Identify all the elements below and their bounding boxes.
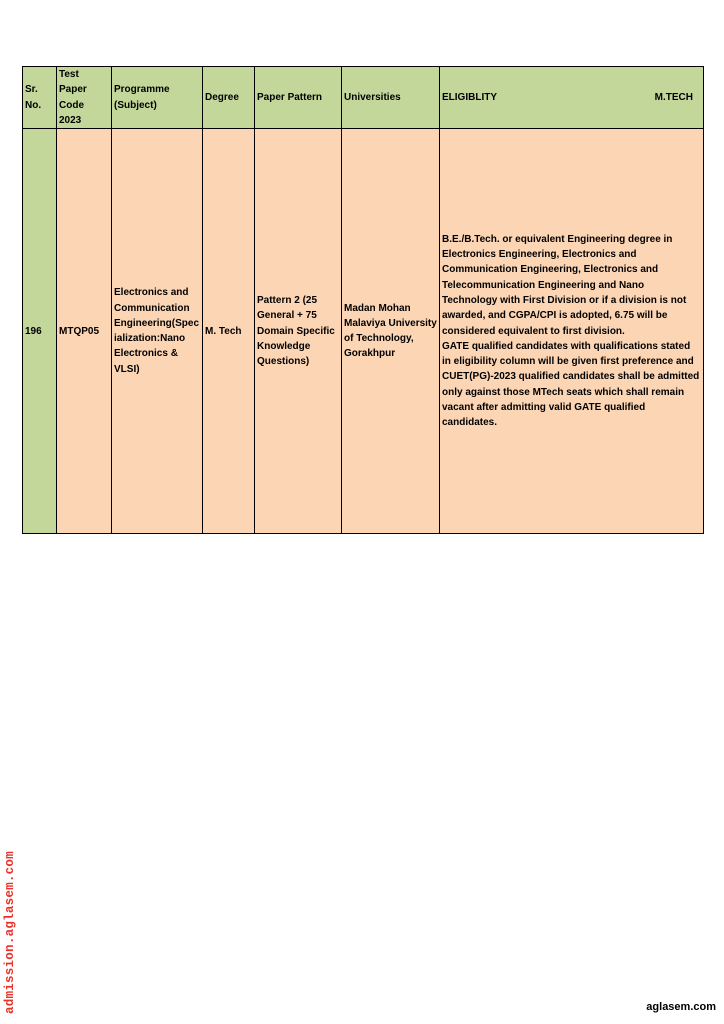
table-row	[23, 129, 704, 534]
header-programme: Programme (Subject)	[112, 67, 203, 129]
footer-brand: aglasem.com	[646, 1001, 716, 1013]
watermark-text: admission.aglasem.com	[3, 851, 17, 1014]
header-eligibility: ELIGIBLITY	[442, 91, 497, 103]
table-header-row	[23, 67, 704, 129]
cell-sr-no: 196	[23, 129, 57, 534]
header-degree: Degree	[203, 67, 255, 129]
header-course: M.TECH	[654, 91, 693, 103]
header-eligibility-cell	[440, 67, 704, 129]
eligibility-table	[22, 66, 704, 534]
header-test-paper-code: Test Paper Code 2023	[57, 67, 112, 129]
watermark	[0, 830, 18, 1014]
cell-eligibility: B.E./B.Tech. or equivalent Engineering degree in Electronics Engineering, Electronics and Communication Engineering, Electronics and Telecommunication Engineering and Nano Technology with First Division or if a division is not awarded, and CGPA/CPI is adopted, 6.75 will be considered equivalent to first division. GATE qualified candidates with qualifications stated in eligibility column will be given first preference and CUET(PG)-2023 qualified candidates shall be admitted only against those MTech seats which shall remain vacant after admitting valid GATE qualified candidates.	[440, 129, 704, 534]
cell-degree: M. Tech	[203, 129, 255, 534]
header-sr-no: Sr. No.	[23, 67, 57, 129]
cell-paper-pattern: Pattern 2 (25 General + 75 Domain Specific Knowledge Questions)	[255, 129, 342, 534]
cell-programme: Electronics and Communication Engineering(Specialization:Nano Electronics & VLSI)	[112, 129, 203, 534]
cell-universities: Madan Mohan Malaviya University of Technology, Gorakhpur	[342, 129, 440, 534]
header-universities: Universities	[342, 67, 440, 129]
cell-test-paper-code: MTQP05	[57, 129, 112, 534]
header-paper-pattern: Paper Pattern	[255, 67, 342, 129]
